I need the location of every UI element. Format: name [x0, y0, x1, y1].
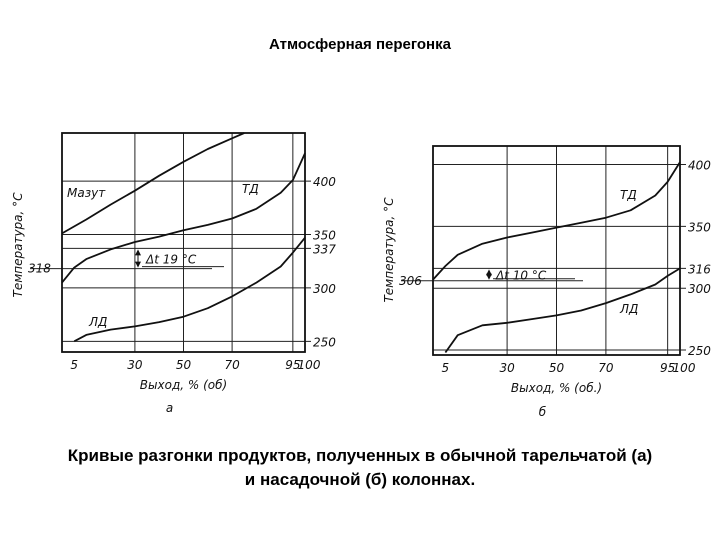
- x-tick-label: 70: [598, 361, 614, 375]
- y-tick-label: 300: [688, 282, 711, 297]
- y-tick-label: 300: [313, 281, 336, 296]
- x-tick-label: 5: [70, 358, 78, 372]
- y-tick-label: 250: [688, 344, 711, 359]
- panel-label: а: [165, 401, 174, 415]
- x-tick-label: 5: [441, 361, 450, 375]
- caption-line-2: и насадочной (б) колоннах.: [244, 470, 476, 489]
- x-tick-label: 100: [672, 361, 696, 375]
- x-axis-title: Выход, % (об.): [510, 381, 603, 395]
- series-label: ТД: [242, 182, 259, 196]
- series-label: ЛД: [620, 302, 639, 316]
- delta-arrow-down: [135, 262, 141, 268]
- page-title: Атмосферная перегонка: [269, 36, 451, 53]
- y-tick-label: 350: [688, 220, 711, 235]
- y-tick-label: 400: [688, 158, 711, 173]
- y-tick-label: 337: [313, 242, 336, 257]
- chart-panel-b: [382, 146, 711, 419]
- x-tick-label: 95: [285, 358, 301, 372]
- y-tick-label: 400: [313, 175, 336, 190]
- figure-caption: [10, 444, 710, 492]
- x-tick-label: 50: [548, 361, 565, 375]
- y-tick-label: 350: [313, 228, 336, 243]
- x-tick-label: 70: [224, 358, 240, 372]
- y-axis-title: Температура, °С: [11, 192, 25, 298]
- y-tick-label-left: 318: [28, 261, 51, 276]
- delta-arrow-down: [486, 274, 492, 280]
- y-tick-label: 250: [313, 335, 336, 350]
- series-label: ТД: [620, 188, 637, 202]
- series-line-1: [62, 133, 244, 233]
- x-tick-label: 50: [175, 358, 192, 372]
- x-tick-label: 95: [660, 361, 676, 375]
- delta-label: Δt 10 °С: [496, 268, 547, 283]
- y-tick-label-left: 306: [399, 273, 422, 288]
- x-axis-title: Выход, % (об): [139, 378, 228, 392]
- delta-label: Δt 19 °С: [146, 252, 197, 267]
- series-label: Мазут: [67, 186, 106, 200]
- caption-line-1: Кривые разгонки продуктов, полученных в обычной тарельчатой (а): [67, 446, 653, 465]
- x-tick-label: 30: [127, 358, 143, 372]
- y-axis-title: Температура, °С: [382, 197, 396, 303]
- chart-panel-a: [11, 133, 336, 415]
- y-tick-label: 316: [688, 262, 711, 277]
- x-tick-label: 100: [297, 358, 321, 372]
- x-tick-label: 30: [499, 361, 515, 375]
- panel-label: б: [538, 405, 547, 419]
- series-label: ЛД: [89, 315, 108, 329]
- delta-arrow-up: [135, 249, 141, 255]
